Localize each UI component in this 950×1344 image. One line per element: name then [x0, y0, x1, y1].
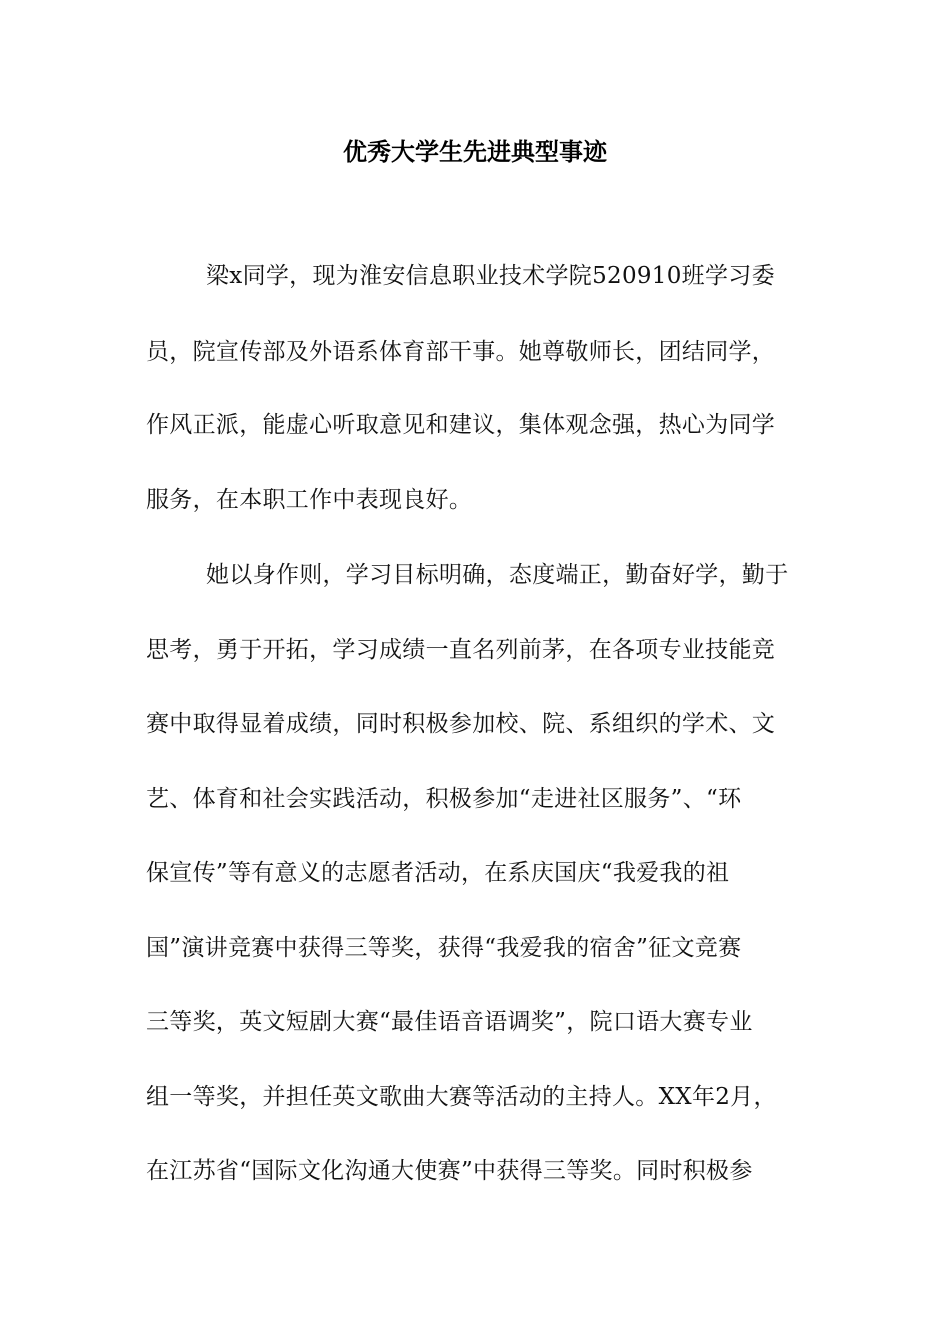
paragraph-1-line-4: 服务，在本职工作中表现良好。	[146, 487, 473, 513]
document-title: 优秀大学生先进典型事迹	[343, 138, 607, 166]
paragraph-2-line-7: 三等奖，英文短剧大赛“最佳语音语调奖”，院口语大赛专业	[146, 1009, 753, 1035]
paragraph-2-line-9: 在江苏省“国际文化沟通大使赛”中获得三等奖。同时积极参	[146, 1158, 753, 1184]
paragraph-1-line-1: 梁x同学，现为淮安信息职业技术学院520910班学习委	[206, 263, 775, 289]
paragraph-2-line-4: 艺、体育和社会实践活动，积极参加“走进社区服务”、“环	[146, 786, 742, 812]
paragraph-2-line-8: 组一等奖，并担任英文歌曲大赛等活动的主持人。XX年2月，	[146, 1084, 777, 1110]
paragraph-2-line-1: 她以身作则，学习目标明确，态度端正，勤奋好学，勤于	[206, 562, 789, 588]
paragraph-1-line-3: 作风正派，能虚心听取意见和建议，集体观念强，热心为同学	[146, 412, 776, 438]
paragraph-1-line-2: 员，院宣传部及外语系体育部干事。她尊敬师长，团结同学，	[146, 339, 776, 365]
paragraph-2-line-6: 国”演讲竞赛中获得三等奖，获得“我爱我的宿舍”征文竞赛	[146, 935, 742, 961]
paragraph-2-line-5: 保宣传”等有意义的志愿者活动，在系庆国庆“我爱我的祖	[146, 860, 730, 886]
paragraph-2-line-2: 思考，勇于开拓，学习成绩一直名列前茅，在各项专业技能竞	[146, 637, 776, 663]
paragraph-2-line-3: 赛中取得显着成绩，同时积极参加校、院、系组织的学术、文	[146, 711, 776, 737]
